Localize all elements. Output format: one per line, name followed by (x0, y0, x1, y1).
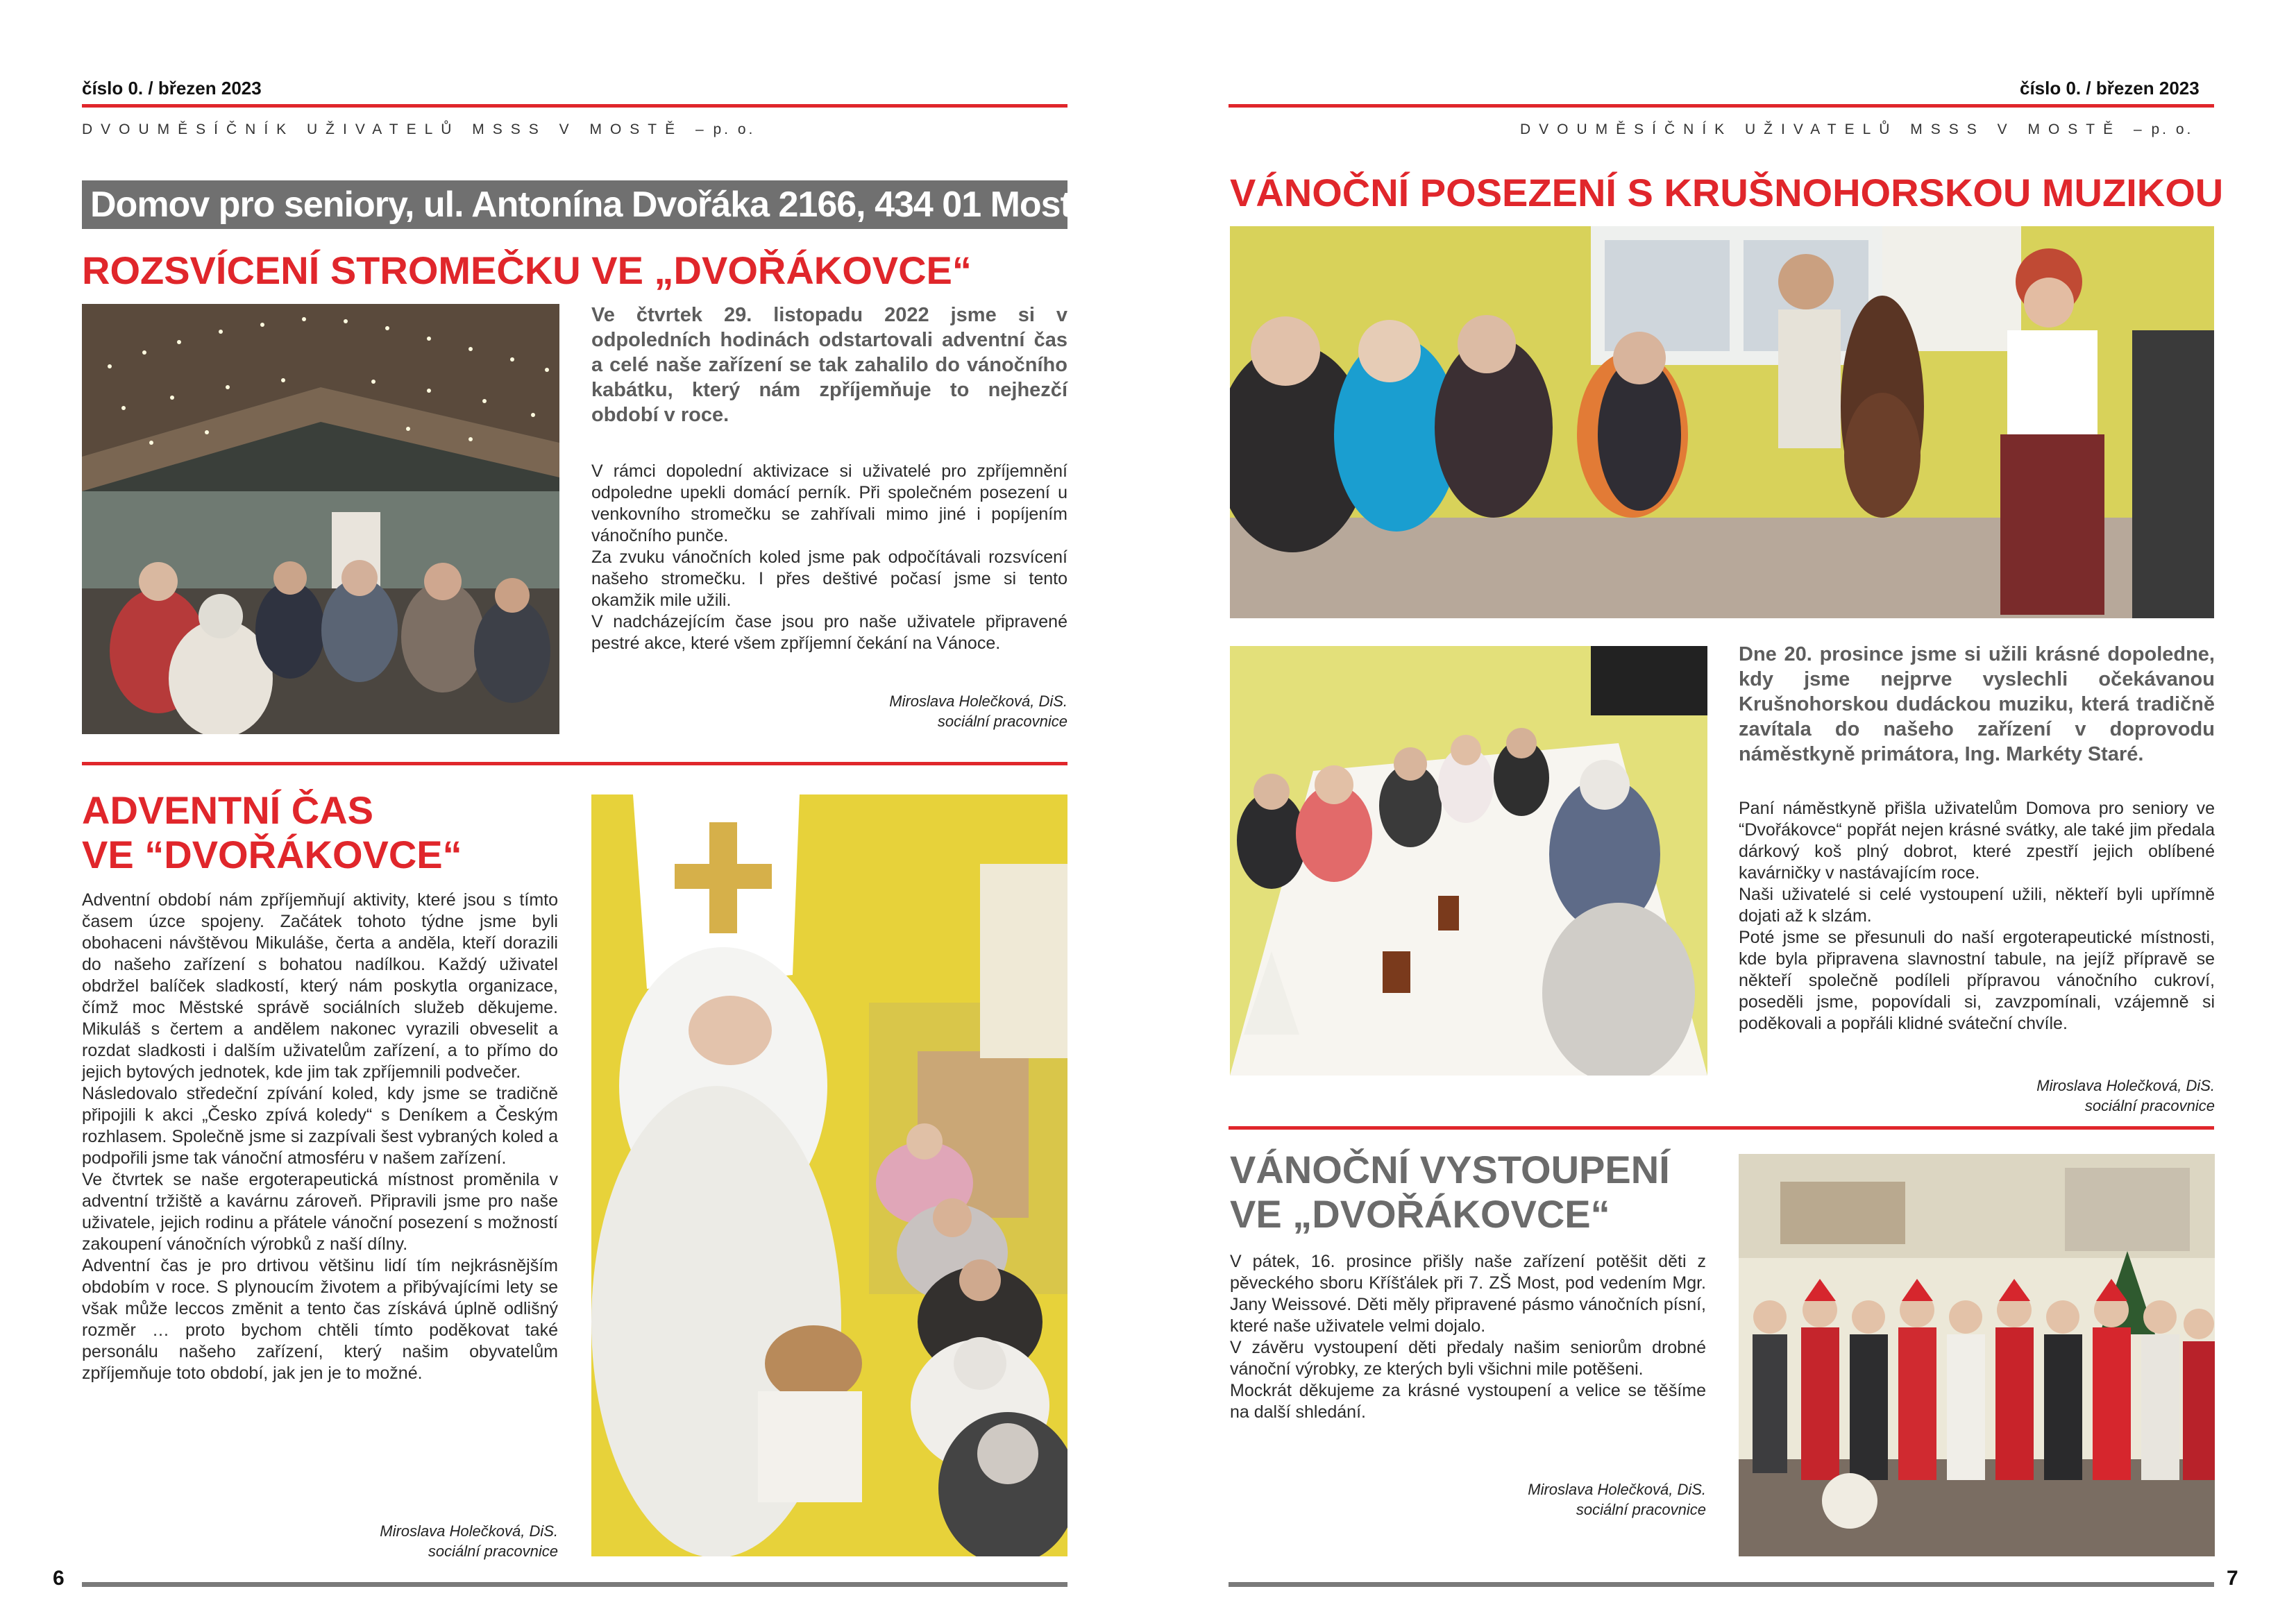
left-issue-label: číslo 0. / březen 2023 (82, 78, 262, 99)
paragraph: Naši uživatelé si celé vystoupení užili, někteří byli upřímně dojati až k slzám. (1739, 885, 2215, 926)
author-role: sociální pracovnice (428, 1543, 558, 1560)
author-name: Miroslava Holečková, DiS. (1528, 1481, 1706, 1498)
lead-music: Dne 20. prosince jsme si užili krásné dopoledne, kdy jsme nejprve vyslechli očekávanou Krušnohorskou dudáckou muziku, která tradičně zavítala do našeho zařízení v doprovodu náměstkyně primátora, Ing. Markéty Staré. (1739, 643, 2215, 765)
right-issue-label: číslo 0. / březen 2023 (2020, 78, 2200, 99)
author-name: Miroslava Holečková, DiS. (380, 1522, 558, 1540)
right-kicker-suffix: – p. o. (2133, 121, 2194, 137)
body-advent (82, 890, 558, 1384)
author-role: sociální pracovnice (2084, 1097, 2215, 1114)
paragraph: Paní náměstkyně přišla uživatelům Domova pro seniory ve “Dvořákovce“ popřát nejen krásné svátky, ale také jim předala dárkový koš plný dobrot, které zpestří jejich oblíbené kavárničky v nastávajícím roce. (1739, 799, 2215, 883)
author-name: Miroslava Holečková, DiS. (2036, 1077, 2215, 1094)
right-kicker (1520, 121, 2193, 138)
left-header-rule (82, 104, 1067, 108)
author-name: Miroslava Holečková, DiS. (889, 692, 1067, 710)
section-banner (82, 180, 1072, 229)
signature-music (1739, 1076, 2215, 1116)
title-line: ADVENTNÍ ČAS (82, 788, 374, 832)
divider-rule (82, 762, 1067, 765)
photo-children-choir (1739, 1154, 2215, 1556)
title-line: VE „DVOŘÁKOVCE“ (1230, 1192, 1610, 1236)
divider-rule (1229, 1126, 2214, 1130)
article-title-advent (82, 788, 462, 877)
paragraph: V závěru vystoupení děti předaly našim seniorům drobné vánoční výrobky, ze kterých byli všichni mile potěšeni. (1230, 1338, 1706, 1379)
paragraph: Za zvuku vánočních koled jsme pak odpočítávali rozsvícení našeho stromečku. I přes deštivé počasí jsme si tento okamžik mile užili. (591, 547, 1067, 610)
article-title-choir (1230, 1148, 1670, 1237)
photo-festive-table (1230, 646, 1707, 1076)
photo-saint-nicholas (591, 794, 1067, 1556)
photo-music-session (1230, 226, 2214, 618)
paragraph: Ve čtvrtek se naše ergoterapeutická místnost proměnila v adventní tržiště a kavárnu zároveň. Připravili jsme pro naše uživatele, jejich rodinu a přátele vánoční posezení s možností zakoupení vánočních výrobků z naší dílny. (82, 1170, 558, 1254)
photo-tree-lighting (82, 304, 559, 734)
left-kicker (82, 121, 755, 138)
body-choir (1230, 1251, 1706, 1423)
body-tree-lighting (591, 461, 1067, 654)
right-kicker-text: DVOUMĚSÍČNÍK UŽIVATELŮ MSSS V MOSTĚ (1520, 121, 2122, 137)
paragraph: Mockrát děkujeme za krásné vystoupení a velice se těšíme na další shledání. (1230, 1381, 1706, 1422)
paragraph: Následovalo středeční zpívání koled, kdy jsme se tradičně připojili k akci „Česko zpívá koledy“ s Deníkem a Českým rozhlasem. Společně jsme si zazpívali šest vybraných koled a podpořili jsme tak vánoční atmosféru v našem zařízení. (82, 1084, 558, 1168)
paragraph: Poté jsme se přesunuli do naší ergoterapeutické místnosti, kde byla připravena slavnostní tabule, na jejíž přípravě se někteří společně podíleli přípravou vánočního cukroví, poseděli jsme, popovídali si, zavzpomínali, vzájemně si poděkovali a popřáli klidné sváteční chvíle. (1739, 928, 2215, 1033)
right-page-number: 7 (2227, 1567, 2238, 1590)
signature-tree-lighting (591, 691, 1067, 731)
right-header-rule (1229, 104, 2214, 108)
signature-choir (1230, 1479, 1706, 1520)
left-kicker-text: DVOUMĚSÍČNÍK UŽIVATELŮ MSSS V MOSTĚ (82, 121, 684, 137)
right-footer-rule (1229, 1582, 2214, 1587)
author-role: sociální pracovnice (1576, 1501, 1706, 1518)
signature-advent (82, 1521, 558, 1561)
paragraph: Adventní období nám zpříjemňují aktivity, které jsou s tímto časem úzce spojeny. Začátek tohoto týdne jsme byli obohaceni návštěvou Mikuláše, čerta a anděla, kteří dorazili do našeho zařízení s bohatou nadílkou. Každý uživatel obdržel balíček sladkostí, který nám poskytla organizace, čímž moc Městské správě sociálních služeb děkujeme. Mikuláš s čertem a andělem nakonec vyrazili obveselit a rozdat sladkosti i dalším uživatelům zařízení, a to přímo do jejich bytových jednotek, kde jim tak zpříjemnili podvečer. (82, 890, 558, 1082)
paragraph: V pátek, 16. prosince přišly naše zařízení potěšit děti z pěveckého sboru Kříšťálek při 7. ZŠ Most, pod vedením Mgr. Jany Weissové. Děti měly připravené pásmo vánočních písní, které naše uživatele velmi dojalo. (1230, 1252, 1706, 1336)
left-page-number: 6 (53, 1567, 65, 1590)
article-title-music: VÁNOČNÍ POSEZENÍ S KRUŠNOHORSKOU MUZIKOU (1230, 171, 2224, 214)
paragraph: V rámci dopolední aktivizace si uživatelé pro zpříjemnění odpoledne upekli domácí perník. Při společném posezení u venkovního stromečku se zahřívali mimo jiné i popíjením vánočního punče. (591, 461, 1067, 545)
section-banner-text: Domov pro seniory, ul. Antonína Dvořáka 2166, 434 01 Most (90, 185, 1072, 225)
paragraph: V nadcházejícím čase jsou pro naše uživatele připravené pestré akce, které všem zpříjemní čekání na Vánoce. (591, 612, 1067, 653)
title-line: VÁNOČNÍ VYSTOUPENÍ (1230, 1148, 1670, 1191)
body-music (1739, 798, 2215, 1035)
lead-tree-lighting: Ve čtvrtek 29. listopadu 2022 jsme si v odpoledních hodinách odstartovali adventní čas a celé naše zařízení se tak zahalilo do vánočního kabátku, který nám zpříjemňuje to nejhezčí období v roce. (591, 304, 1067, 426)
title-line: VE “DVOŘÁKOVCE“ (82, 833, 462, 876)
author-role: sociální pracovnice (937, 713, 1067, 730)
article-title-tree-lighting: ROZSVÍCENÍ STROMEČKU VE „DVOŘÁKOVCE“ (82, 248, 972, 292)
left-kicker-suffix: – p. o. (695, 121, 756, 137)
paragraph: Adventní čas je pro drtivou většinu lidí tím nejkrásnějším obdobím v roce. S plynoucím životem a přibývajícími lety se však může leccos změnit a tento čas získává úplně odlišný rozměr … proto bychom chtěli tímto poděkovat také personálu našeho zařízení, který našim obyvatelům zpříjemňuje toto období, jak jen je to možné. (82, 1256, 558, 1383)
left-footer-rule (82, 1582, 1067, 1587)
